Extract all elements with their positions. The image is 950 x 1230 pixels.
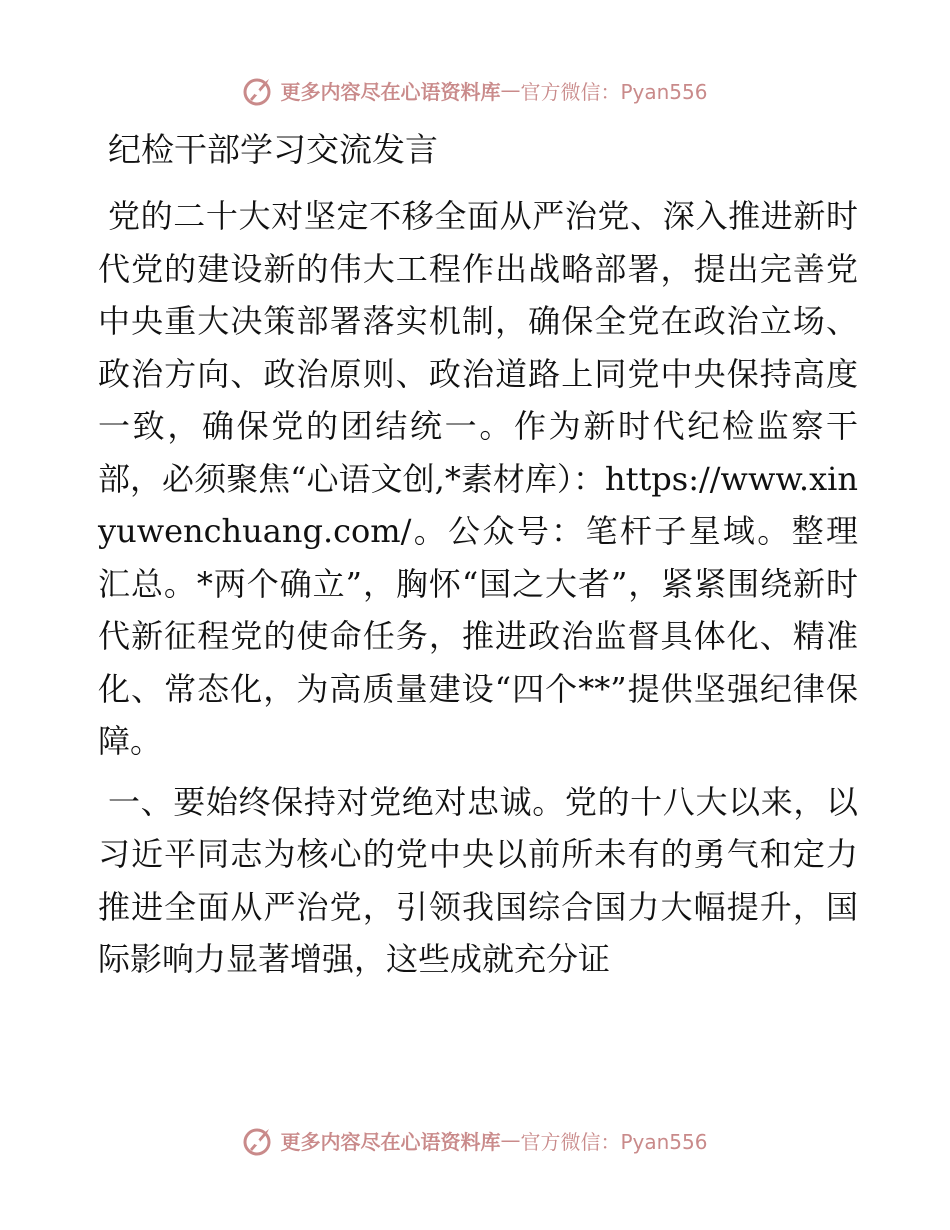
paragraph-section-1: 一、要始终保持对党绝对忠诚。党的十八大以来，以习近平同志为核心的党中央以前所未有的勇气和定力推进全面从严治党，引领我国综合国力大幅提升，国际影响力显著增强，这些成就充分证	[98, 782, 858, 978]
fountain-pen-logo-icon	[242, 73, 276, 107]
document-title: 纪检干部学习交流发言	[108, 130, 438, 169]
watermark-sub-text: 官方微信：Pyan556	[520, 1129, 708, 1154]
fountain-pen-logo-icon	[242, 1123, 276, 1157]
header-watermark	[0, 70, 950, 110]
watermark-sub-text: 官方微信：Pyan556	[520, 79, 708, 104]
watermark-dash: —	[500, 1128, 521, 1152]
paragraph-intro: 党的二十大对坚定不移全面从严治党、深入推进新时代党的建设新的伟大工程作出战略部署，提出完善党中央重大决策部署落实机制，确保全党在政治立场、政治方向、政治原则、政治道路上同党中央保持高度一致，确保党的团结统一。作为新时代纪检监察干部，必须聚焦“心语文创,*素材库）：https://www.xinyuwenchuang.com/。公众号：笔杆子星域。整理汇总。*两个确立”，胸怀“国之大者”，紧紧围绕新时代新征程党的使命任务，推进政治监督具体化、精准化、常态化，为高质量建设“四个**”提供坚强纪律保障。	[98, 197, 858, 760]
watermark-main-text: 更多内容尽在心语资料库	[280, 79, 501, 104]
footer-watermark	[0, 1120, 950, 1160]
watermark-main-text: 更多内容尽在心语资料库	[280, 1129, 501, 1154]
document-body	[98, 120, 858, 986]
watermark-dash: —	[500, 78, 521, 102]
